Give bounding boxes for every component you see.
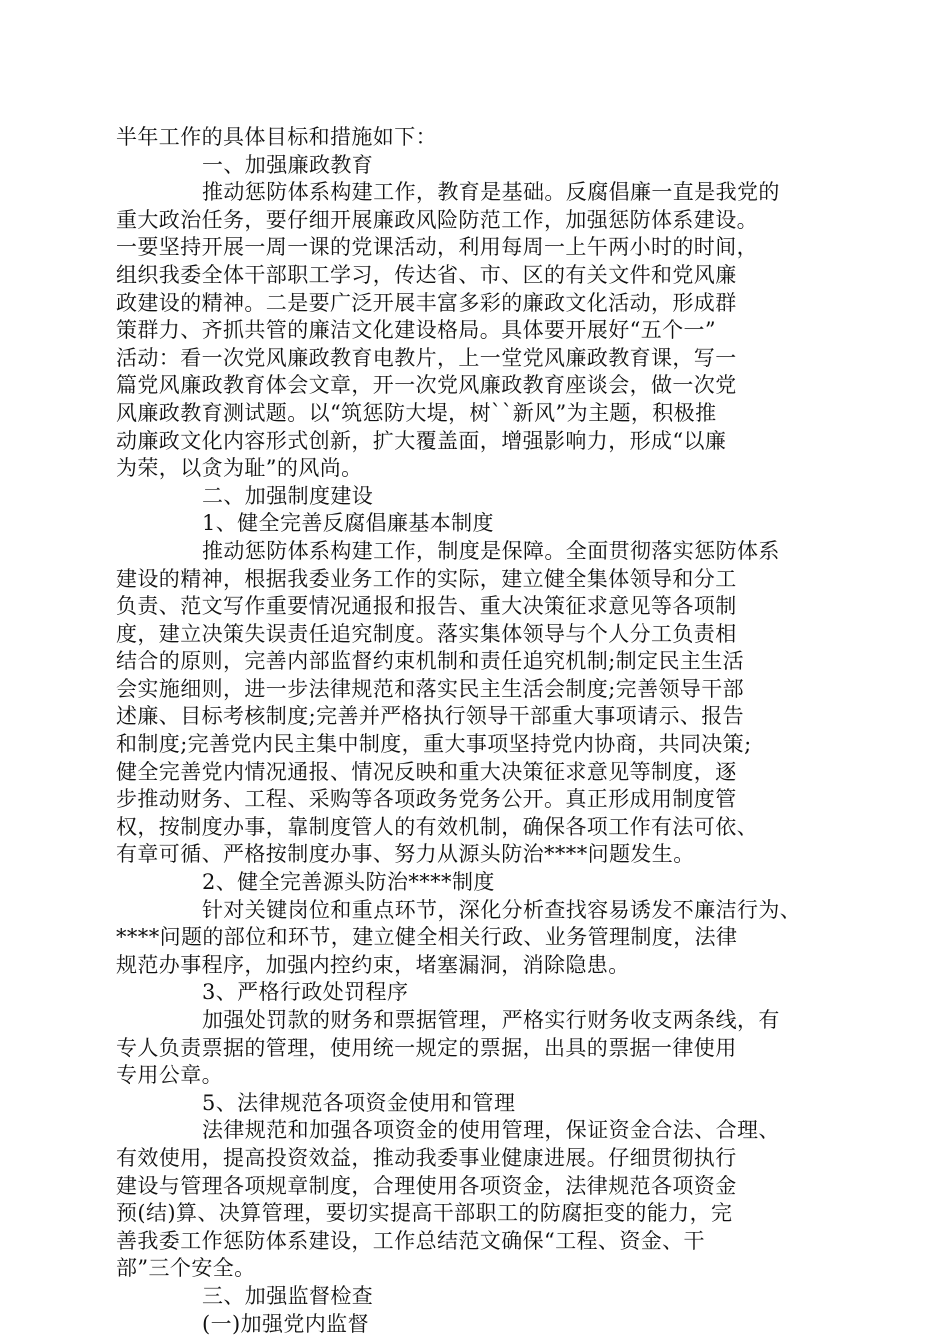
text-line: 为荣，以贪为耻”的风尚。 (116, 456, 363, 481)
text-line: 活动：看一次党风廉政教育电教片，上一堂党风廉政教育课，写一 (116, 345, 737, 370)
text-line: 加强处罚款的财务和票据管理，严格实行财务收支两条线，有 (202, 1008, 780, 1032)
text-line: 二、加强制度建设 (202, 483, 374, 508)
text-line: 一要坚持开展一周一课的党课活动，利用每周一上午两小时的时间， (116, 235, 758, 260)
text-line: 规范办事程序，加强内控约束，堵塞漏洞，消除隐患。 (116, 952, 630, 977)
text-line: 结合的原则，完善内部监督约束机制和责任追究机制;制定民主生活 (116, 649, 745, 674)
text-line: 半年工作的具体目标和措施如下： (116, 125, 437, 149)
text-line: 2、健全完善源头防治****制度 (202, 870, 495, 895)
text-line: 政建设的精神。二是要广泛开展丰富多彩的廉政文化活动，形成群 (116, 290, 737, 315)
text-line: 负责、范文写作重要情况通报和报告、重大决策征求意见等各项制 (116, 594, 737, 619)
text-line: 度，建立决策失误责任追究制度。落实集体领导与个人分工负责相 (116, 621, 737, 646)
text-line: 组织我委全体干部职工学习，传达省、市、区的有关文件和党风廉 (116, 262, 737, 287)
text-line: 健全完善党内情况通报、情况反映和重大决策征求意见等制度，逐 (116, 759, 737, 784)
text-line: 建设与管理各项规章制度，合理使用各项资金，法律规范各项资金 (116, 1173, 737, 1198)
text-line: (一)加强党内监督 (202, 1311, 369, 1336)
text-line: 法律规范和加强各项资金的使用管理，保证资金合法、合理、 (202, 1118, 780, 1143)
text-line: 预(结)算、决算管理，要切实提高干部职工的防腐拒变的能力，完 (116, 1201, 733, 1226)
text-line: 专用公章。 (116, 1063, 223, 1088)
text-line: 部”三个安全。 (116, 1256, 256, 1281)
text-line: 有章可循、严格按制度办事、努力从源头防治****问题发生。 (116, 842, 695, 867)
text-line: 5、法律规范各项资金使用和管理 (202, 1090, 516, 1115)
text-line: ****问题的部位和环节，建立健全相关行政、业务管理制度，法律 (116, 925, 738, 950)
text-line: 和制度;完善党内民主集中制度，重大事项坚持党内协商，共同决策; (116, 732, 752, 757)
text-line: 述廉、目标考核制度;完善并严格执行领导干部重大事项请示、报告 (116, 704, 745, 729)
text-line: 有效使用，提高投资效益，推动我委事业健康进展。仔细贯彻执行 (116, 1145, 737, 1170)
text-line: 专人负责票据的管理，使用统一规定的票据，出具的票据一律使用 (116, 1035, 737, 1060)
text-line: 针对关键岗位和重点环节，深化分析查找容易诱发不廉洁行为、 (202, 897, 802, 922)
text-line: 会实施细则，进一步法律规范和落实民主生活会制度;完善领导干部 (116, 676, 745, 701)
text-line: 重大政治任务，要仔细开展廉政风险防范工作，加强惩防体系建设。 (116, 207, 758, 232)
text-line: 篇党风廉政教育体会文章，开一次党风廉政教育座谈会，做一次党 (116, 373, 737, 398)
text-line: 三、加强监督检查 (202, 1283, 374, 1308)
document-body (116, 124, 836, 1338)
text-line: 推动惩防体系构建工作，教育是基础。反腐倡廉一直是我党的 (202, 180, 780, 205)
text-line: 推动惩防体系构建工作，制度是保障。全面贯彻落实惩防体系 (202, 538, 780, 563)
text-line: 策群力、齐抓共管的廉洁文化建设格局。具体要开展好“五个一” (116, 318, 717, 343)
text-line: 1、健全完善反腐倡廉基本制度 (202, 511, 494, 536)
text-line: 步推动财务、工程、采购等各项政务党务公开。真正形成用制度管 (116, 787, 737, 812)
text-line: 建设的精神，根据我委业务工作的实际，建立健全集体领导和分工 (116, 566, 737, 591)
text-line: 善我委工作惩防体系建设，工作总结范文确保“工程、资金、干 (116, 1228, 705, 1253)
text-line: 3、严格行政处罚程序 (202, 980, 409, 1005)
text-line: 风廉政教育测试题。以“筑惩防大堤，树``新风”为主题，积极推 (116, 400, 717, 425)
text-line: 动廉政文化内容形式创新，扩大覆盖面，增强影响力，形成“以廉 (116, 428, 727, 453)
text-line: 一、加强廉政教育 (202, 152, 374, 177)
text-line: 权，按制度办事，靠制度管人的有效机制，确保各项工作有法可依、 (116, 814, 758, 839)
